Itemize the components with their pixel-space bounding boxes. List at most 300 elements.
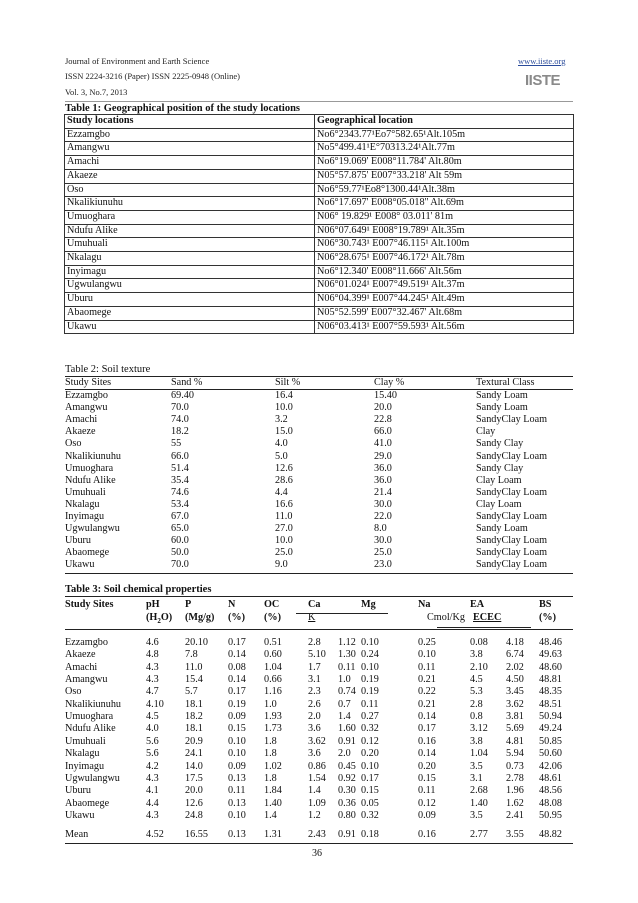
journal-url-link[interactable]: www.iiste.org — [518, 56, 566, 66]
table1-row — [65, 279, 574, 293]
table2-cell-silt: 10.0 — [275, 402, 293, 414]
table3-cell-n: 0.09 — [228, 711, 246, 723]
table2-cell-site: Ugwulangwu — [65, 523, 120, 535]
table3-cell-oc: 1.04 — [264, 661, 282, 673]
table3-cell-k: 0.19 — [361, 686, 379, 698]
table1-cell-coordinates: N06°04.399¹ E007°44.245¹ Alt.49m — [315, 293, 574, 307]
table3-cell-ph: 4.8 — [146, 649, 159, 661]
table2-cell-silt: 11.0 — [275, 511, 293, 522]
table1-row — [65, 224, 574, 238]
table2-row — [65, 414, 573, 426]
table1-row — [65, 265, 574, 279]
table3-cell-p: 20.10 — [185, 637, 208, 648]
table3-cell-oc: 0.51 — [264, 637, 282, 648]
table3-cell-ecec: 1.62 — [506, 797, 524, 809]
table3-cell-ecec: 1.96 — [506, 785, 524, 797]
table3-cell-mg: 0.7 — [338, 698, 351, 710]
table3-cell-ph: 4.3 — [146, 661, 159, 673]
table3-cell-mg: 0.11 — [338, 661, 356, 673]
table2-cell-clay: 15.40 — [374, 390, 397, 401]
table3-cell-ph: 4.1 — [146, 785, 159, 797]
table2-cell-silt: 4.4 — [275, 486, 288, 498]
table2-cell-sand: 55 — [171, 438, 182, 450]
table2-cell-sand: 70.0 — [171, 402, 189, 414]
table3-cell-mg: 0.80 — [338, 809, 356, 821]
table1-cell-location: Umuhuali — [65, 238, 315, 252]
table3-cell-ecec: 2.78 — [506, 772, 524, 784]
table3-cell-site: Umuoghara — [65, 711, 114, 723]
table2-header-clay: Clay % — [374, 377, 405, 388]
table2-cell-silt: 12.6 — [275, 462, 293, 474]
table2-cell-site: Nkalikiunuhu — [65, 450, 122, 462]
table3-cell-ph: 4.3 — [146, 772, 159, 784]
table3-cell-oc: 1.93 — [264, 711, 282, 723]
table3-cell-oc: 1.0 — [264, 698, 277, 710]
table3-header-oc-unit: (%) — [264, 612, 281, 623]
table1-row — [65, 169, 574, 183]
table3-cell-p: 11.0 — [185, 661, 203, 673]
table2-cell-textural-class: SandyClay Loam — [476, 559, 548, 571]
table1-row — [65, 293, 574, 307]
table3-row — [65, 773, 573, 785]
table2-row — [65, 511, 573, 523]
table2-cell-site: Umuoghara — [65, 462, 114, 474]
table1-row — [65, 142, 574, 156]
table1-cell-coordinates: N06°07.649¹ E008°19.789¹ Alt.35m — [315, 224, 574, 238]
table1-cell-coordinates: N06° 19.829¹ E008° 03.011' 81m — [315, 210, 574, 224]
table3-bottom-rule — [65, 843, 573, 844]
table3-cell-oc: 1.8 — [264, 735, 277, 747]
table3-cell-k: 0.10 — [361, 637, 379, 648]
table3-row — [65, 810, 573, 822]
table2-cell-clay: 20.0 — [374, 402, 392, 414]
table3-caption: Table 3: Soil chemical properties — [65, 584, 212, 595]
table3-cell-mg: 1.12 — [338, 637, 356, 648]
table3-cell-na: 0.14 — [418, 748, 436, 760]
table3-cell-oc: 1.84 — [264, 785, 282, 797]
volume-line: Vol. 3, No.7, 2013 — [65, 87, 128, 97]
table3-cell-site: Mean — [65, 829, 89, 841]
table3-cell-bs: 48.60 — [539, 661, 562, 673]
table3-cell-ecec: 5.69 — [506, 723, 524, 735]
table1-cell-coordinates: N06°01.024¹ E007°49.519¹ Alt.37m — [315, 279, 574, 293]
table3-cell-n: 0.11 — [228, 785, 246, 797]
table1-cell-location: Ezzamgbo — [65, 128, 315, 142]
table3-cell-mg: 0.74 — [338, 686, 356, 698]
table3-header-n-unit: (%) — [228, 612, 245, 623]
table3-cell-ca: 0.86 — [308, 760, 326, 772]
table1-cell-location: Uburu — [65, 293, 315, 307]
table3-cell-site: Akaeze — [65, 649, 96, 661]
table3-cell-ecec: 4.81 — [506, 735, 524, 747]
table2-cell-site: Ezzamgbo — [65, 390, 108, 401]
table3-cell-mg: 0.36 — [338, 797, 356, 809]
table3-cell-bs: 49.24 — [539, 723, 562, 735]
table2-cell-silt: 5.0 — [275, 450, 288, 462]
table2-cell-site: Nkalagu — [65, 498, 100, 510]
table3-cell-ph: 4.2 — [146, 760, 159, 772]
table2-cell-silt: 15.0 — [275, 426, 293, 438]
table1-cell-coordinates: N05°52.599' E007°32.467' Alt.68m — [315, 306, 574, 320]
table3-cell-na: 0.16 — [418, 735, 436, 747]
table1-cell-coordinates: N05°57.875' E007°33.218' Alt 59m — [315, 169, 574, 183]
table3-cell-p: 20.9 — [185, 735, 203, 747]
table3-cell-bs: 48.81 — [539, 674, 562, 686]
table3-cell-k: 0.11 — [361, 698, 379, 710]
table3-cell-oc: 1.8 — [264, 748, 277, 760]
table3-cell-p: 18.1 — [185, 723, 203, 735]
table3-cell-n: 0.09 — [228, 760, 246, 772]
table2-row — [65, 451, 573, 463]
table1-caption: Table 1: Geographical position of the study locations — [65, 103, 301, 114]
table3-cell-bs: 48.51 — [539, 698, 562, 710]
table2-cell-site: Ndufu Alike — [65, 474, 116, 486]
table3-header-ca: Ca — [308, 599, 321, 610]
table3-cell-na: 0.21 — [418, 698, 436, 710]
table3-cell-ca: 3.1 — [308, 674, 321, 686]
header-divider — [65, 101, 573, 102]
table1-header-geographical-location: Geographical location — [315, 115, 574, 129]
table2-header-row — [65, 377, 573, 389]
table3-cell-ph: 4.4 — [146, 797, 159, 809]
table2-cell-sand: 60.0 — [171, 535, 189, 547]
table3-cell-na: 0.14 — [418, 711, 436, 723]
table3-cell-k: 0.15 — [361, 785, 379, 797]
table3-cell-k: 0.17 — [361, 772, 379, 784]
table1-cell-coordinates: No6°19.069' E008°11.784' Alt.80m — [315, 156, 574, 170]
table3-cell-ea: 5.3 — [470, 686, 483, 698]
table1-row — [65, 306, 574, 320]
table2-cell-textural-class: SandyClay Loam — [476, 450, 548, 462]
table3-row — [65, 748, 573, 760]
table3-cell-site: Uburu — [65, 785, 92, 797]
table3-cell-site: Amachi — [65, 661, 98, 673]
table1-cell-location: Amachi — [65, 156, 315, 170]
table3-cell-k: 0.20 — [361, 748, 379, 760]
table2-cell-textural-class: SandyClay Loam — [476, 547, 548, 559]
table3-cell-ecec: 5.94 — [506, 748, 524, 760]
table3-cell-bs: 50.60 — [539, 748, 562, 760]
table2-header-site: Study Sites — [65, 377, 112, 388]
table2-cell-textural-class: Sandy Clay — [476, 462, 524, 474]
table3-header-n: N — [228, 599, 236, 610]
table2-cell-sand: 35.4 — [171, 474, 189, 486]
table2-cell-clay: 22.0 — [374, 511, 392, 522]
table3-cell-k: 0.12 — [361, 735, 379, 747]
table2-cell-site: Abaomege — [65, 547, 110, 559]
table1-cell-location: Ndufu Alike — [65, 224, 315, 238]
table1-cell-coordinates: No6°12.340' E008°11.666' Alt.56m — [315, 265, 574, 279]
table3-cell-oc: 1.16 — [264, 686, 282, 698]
table1-cell-location: Nkalagu — [65, 252, 315, 266]
table3-cell-p: 20.0 — [185, 785, 203, 797]
table3-cell-na: 0.15 — [418, 772, 436, 784]
table3-cell-k: 0.10 — [361, 760, 379, 772]
table3-cell-na: 0.25 — [418, 637, 436, 648]
table2-cell-clay: 8.0 — [374, 523, 387, 535]
table3-cell-p: 14.0 — [185, 760, 203, 772]
table3-mean-row — [65, 829, 573, 841]
table2-row — [65, 547, 573, 559]
ph-unit-open: (H — [146, 612, 158, 623]
table3-cell-mg: 0.91 — [338, 829, 356, 841]
table2-header-textural-class: Textural Class — [476, 377, 535, 388]
table3-cell-n: 0.08 — [228, 661, 246, 673]
table3-cell-site: Ezzamgbo — [65, 637, 108, 648]
table2-row — [65, 475, 573, 487]
table2-soil-texture — [65, 377, 573, 571]
table3-header — [65, 599, 573, 629]
table3-header-ea: EA — [470, 599, 485, 610]
table3-cell-na: 0.20 — [418, 760, 436, 772]
table2-cell-textural-class: SandyClay Loam — [476, 486, 548, 498]
table2-cell-silt: 27.0 — [275, 523, 293, 535]
table3-cell-ea: 3.5 — [470, 760, 483, 772]
table3-cell-ecec: 3.62 — [506, 698, 524, 710]
table2-cell-silt: 25.0 — [275, 547, 293, 559]
table2-cell-textural-class: Sandy Loam — [476, 523, 528, 535]
table3-cell-bs: 48.08 — [539, 797, 562, 809]
table2-cell-clay: 25.0 — [374, 547, 392, 559]
table3-cell-n: 0.19 — [228, 698, 246, 710]
table3-cell-ca: 1.09 — [308, 797, 326, 809]
table2-cell-clay: 30.0 — [374, 498, 392, 510]
table3-cell-mg: 0.91 — [338, 735, 356, 747]
table3-header-study-sites: Study Sites — [65, 599, 114, 610]
table1-geographical-positions — [64, 114, 574, 334]
table3-cell-ecec: 4.50 — [506, 674, 524, 686]
table3-cell-ca: 1.54 — [308, 772, 326, 784]
table3-cell-ca: 3.62 — [308, 735, 326, 747]
journal-title: Journal of Environment and Earth Science — [65, 56, 210, 66]
table3-header-p: P — [185, 599, 192, 610]
table3-cell-k: 0.32 — [361, 809, 379, 821]
table3-row — [65, 637, 573, 649]
table3-cell-ca: 1.4 — [308, 785, 321, 797]
table1-cell-location: Nkalikiunuhu — [65, 197, 315, 211]
table3-cell-p: 12.6 — [185, 797, 203, 809]
table2-cell-sand: 65.0 — [171, 523, 189, 535]
table3-cell-ea: 3.8 — [470, 649, 483, 661]
table3-cell-oc: 0.66 — [264, 674, 282, 686]
table3-cell-ca: 5.10 — [308, 649, 326, 661]
table1-cell-coordinates: No6°2343.77¹Eo7°582.65¹Alt.105m — [315, 128, 574, 142]
table3-header-p-unit: (Mg/g) — [185, 612, 215, 623]
table2-row — [65, 463, 573, 475]
ph-unit-close: O) — [160, 612, 173, 623]
table2-cell-site: Akaeze — [65, 426, 96, 438]
table3-cell-ca: 2.8 — [308, 637, 321, 648]
table3-cell-na: 0.11 — [418, 661, 436, 673]
table3-cell-ecec: 2.02 — [506, 661, 524, 673]
table1-row — [65, 183, 574, 197]
table3-cell-k: 0.18 — [361, 829, 379, 841]
table2-row — [65, 402, 573, 414]
table3-header-bs: BS — [539, 599, 552, 610]
table3-cell-site: Inyimagu — [65, 760, 105, 772]
table1-header-row — [65, 115, 574, 129]
table3-header-oc: OC — [264, 599, 280, 610]
table3-header-ph-unit — [146, 612, 173, 626]
table3-cell-oc: 0.60 — [264, 649, 282, 661]
table3-cell-p: 17.5 — [185, 772, 203, 784]
table3-cell-bs: 48.56 — [539, 785, 562, 797]
table2-cell-sand: 18.2 — [171, 426, 189, 438]
table3-cell-ea: 3.8 — [470, 735, 483, 747]
table3-cell-ea: 1.04 — [470, 748, 488, 760]
table2-cell-clay: 36.0 — [374, 474, 392, 486]
table3-header-k: K — [308, 612, 316, 623]
table2-cell-sand: 69.40 — [171, 390, 194, 401]
table3-cell-na: 0.21 — [418, 674, 436, 686]
table1-header-study-locations: Study locations — [65, 115, 315, 129]
table1-row — [65, 238, 574, 252]
table3-cell-ecec: 4.18 — [506, 637, 524, 648]
table2-cell-clay: 36.0 — [374, 462, 392, 474]
table2-cell-silt: 4.0 — [275, 438, 288, 450]
table2-cell-textural-class: Clay — [476, 426, 496, 438]
table3-header-ecec: ECEC — [473, 612, 502, 623]
table3-cell-bs: 50.94 — [539, 711, 562, 723]
table1-cell-location: Ugwulangwu — [65, 279, 315, 293]
table1-row — [65, 128, 574, 142]
table2-cell-sand: 67.0 — [171, 511, 189, 522]
table1-cell-coordinates: N06°30.743¹ E007°46.115¹ Alt.100m — [315, 238, 574, 252]
table3-header-bs-unit: (%) — [539, 612, 556, 623]
table3-cell-n: 0.13 — [228, 772, 246, 784]
table3-cell-k: 0.27 — [361, 711, 379, 723]
table3-cell-ea: 3.12 — [470, 723, 488, 735]
table3-cell-n: 0.14 — [228, 649, 246, 661]
table3-header-rule — [65, 629, 573, 630]
table3-cell-ecec: 3.45 — [506, 686, 524, 698]
table3-cell-n: 0.17 — [228, 637, 246, 648]
table3-cell-site: Abaomege — [65, 797, 110, 809]
table3-cell-site: Amangwu — [65, 674, 108, 686]
table3-cell-ph: 4.3 — [146, 809, 159, 821]
table2-cell-sand: 53.4 — [171, 498, 189, 510]
table3-cell-ph: 4.0 — [146, 723, 159, 735]
table3-cell-na: 0.16 — [418, 829, 436, 841]
table2-header-silt: Silt % — [275, 377, 301, 388]
table2-cell-textural-class: Clay Loam — [476, 474, 522, 486]
table2-cell-sand: 70.0 — [171, 559, 189, 571]
table3-cell-p: 24.8 — [185, 809, 203, 821]
table3-row — [65, 674, 573, 686]
table2-cell-site: Ukawu — [65, 559, 95, 571]
k-underline — [296, 613, 388, 614]
table3-cell-ea: 0.08 — [470, 637, 488, 648]
table3-cell-ca: 2.6 — [308, 698, 321, 710]
table3-cell-ph: 4.52 — [146, 829, 164, 841]
table3-cell-ecec: 6.74 — [506, 649, 524, 661]
table3-cell-oc: 1.40 — [264, 797, 282, 809]
table2-cell-textural-class: Sandy Clay — [476, 438, 524, 450]
table2-cell-textural-class: SandyClay Loam — [476, 511, 548, 522]
table2-cell-silt: 10.0 — [275, 535, 293, 547]
table3-cell-p: 24.1 — [185, 748, 203, 760]
table2-cell-clay: 30.0 — [374, 535, 392, 547]
table1-cell-location: Abaomege — [65, 306, 315, 320]
table3-cell-oc: 1.73 — [264, 723, 282, 735]
table3-cell-site: Nkalikiunuhu — [65, 698, 122, 710]
table3-cell-n: 0.13 — [228, 797, 246, 809]
table3-row — [65, 662, 573, 674]
table2-row — [65, 426, 573, 438]
table3-row — [65, 761, 573, 773]
table2-caption: Table 2: Soil texture — [65, 364, 151, 375]
table3-cell-p: 18.2 — [185, 711, 203, 723]
table3-cell-na: 0.22 — [418, 686, 436, 698]
table3-cell-p: 18.1 — [185, 698, 203, 710]
table3-cell-ea: 4.5 — [470, 674, 483, 686]
table2-cell-clay: 23.0 — [374, 559, 392, 571]
table3-cell-na: 0.17 — [418, 723, 436, 735]
table1-cell-coordinates: No5°499.41¹E°70313.24¹Alt.77m — [315, 142, 574, 156]
table3-cell-oc: 1.8 — [264, 772, 277, 784]
table3-cell-p: 7.8 — [185, 649, 198, 661]
table2-row — [65, 523, 573, 535]
table3-cell-site: Ndufu Alike — [65, 723, 116, 735]
table3-cell-bs: 48.46 — [539, 637, 562, 648]
table3-cell-n: 0.10 — [228, 735, 246, 747]
table3-header-na: Na — [418, 599, 431, 610]
table3-cell-ea: 2.10 — [470, 661, 488, 673]
table3-cell-ph: 4.5 — [146, 711, 159, 723]
table3-cell-ph: 4.3 — [146, 674, 159, 686]
table2-cell-silt: 16.6 — [275, 498, 293, 510]
table3-cell-p: 16.55 — [185, 829, 208, 841]
table1-cell-coordinates: N06°03.413¹ E007°59.593¹ Alt.56m — [315, 320, 574, 334]
table3-header-mg: Mg — [361, 599, 376, 610]
table2-cell-silt: 28.6 — [275, 474, 293, 486]
table2-cell-site: Inyimagu — [65, 511, 105, 522]
table3-cell-ea: 1.40 — [470, 797, 488, 809]
table2-cell-site: Amachi — [65, 414, 98, 426]
table2-cell-textural-class: SandyClay Loam — [476, 414, 548, 426]
table2-cell-site: Umuhuali — [65, 486, 106, 498]
table3-row — [65, 711, 573, 723]
page-number: 36 — [312, 848, 322, 859]
table3-cell-ph: 4.10 — [146, 698, 164, 710]
table3-cell-k: 0.05 — [361, 797, 379, 809]
table2-cell-textural-class: Clay Loam — [476, 498, 522, 510]
table3-cell-k: 0.10 — [361, 661, 379, 673]
table3-row — [65, 686, 573, 698]
table1-row — [65, 320, 574, 334]
table3-cell-na: 0.09 — [418, 809, 436, 821]
table2-cell-clay: 66.0 — [374, 426, 392, 438]
table2-cell-clay: 41.0 — [374, 438, 392, 450]
table3-cell-ca: 1.7 — [308, 661, 321, 673]
table2-cell-silt: 9.0 — [275, 559, 288, 571]
ecec-underline — [437, 627, 531, 628]
table3-header-ph: pH — [146, 599, 160, 610]
table3-cell-n: 0.15 — [228, 723, 246, 735]
table1-row — [65, 210, 574, 224]
table2-cell-site: Oso — [65, 438, 82, 450]
table3-row — [65, 723, 573, 735]
table1-cell-location: Oso — [65, 183, 315, 197]
table3-cell-n: 0.14 — [228, 674, 246, 686]
table3-cell-p: 15.4 — [185, 674, 203, 686]
table1-cell-location: Inyimagu — [65, 265, 315, 279]
table2-cell-sand: 50.0 — [171, 547, 189, 559]
table3-cell-bs: 48.82 — [539, 829, 562, 841]
table3-cell-bs: 50.85 — [539, 735, 562, 747]
table3-cell-ecec: 3.81 — [506, 711, 524, 723]
table3-cell-ca: 2.0 — [308, 711, 321, 723]
